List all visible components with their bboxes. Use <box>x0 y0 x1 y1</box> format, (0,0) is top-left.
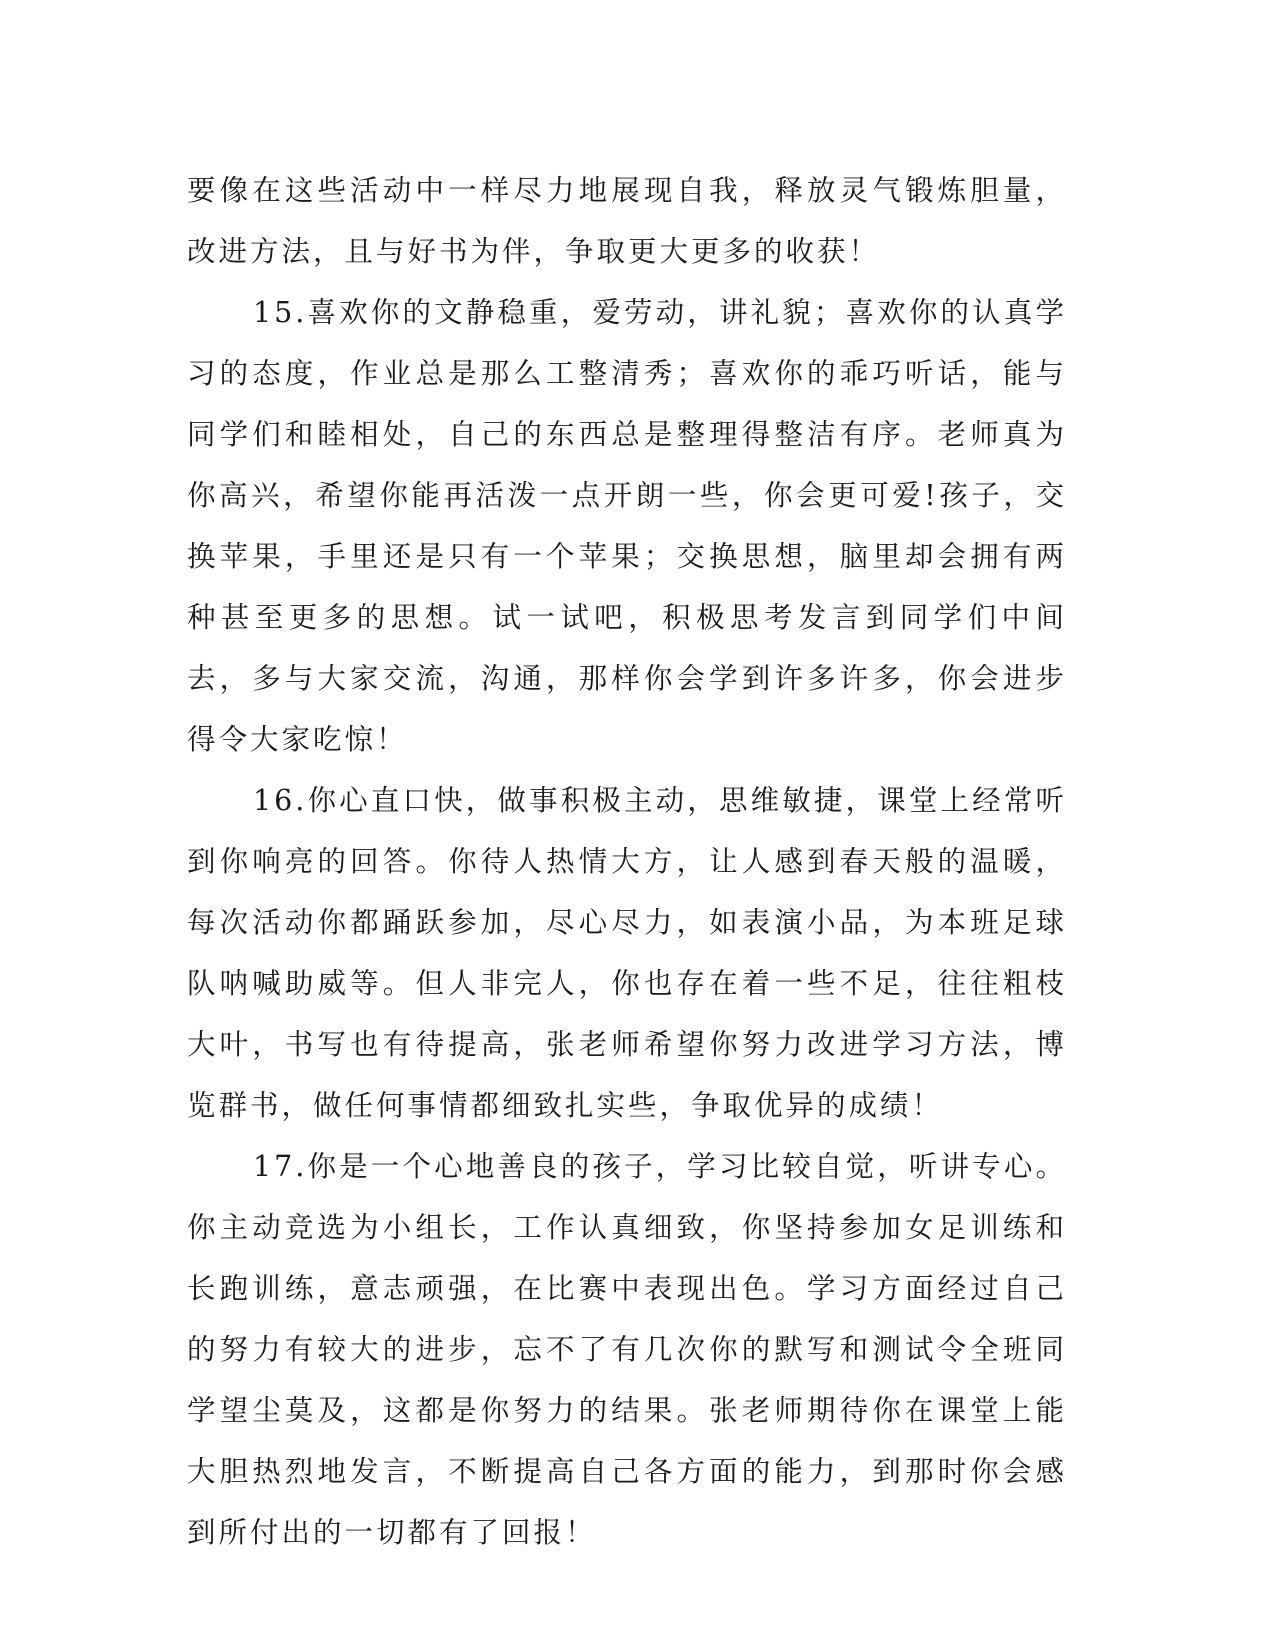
paragraph-text: 你是一个心地善良的孩子，学习比较自觉，听讲专心。你主动竞选为小组长，工作认真细致，你坚持参加女足训练和长跑训练，意志顽强，在比赛中表现出色。学习方面经过自己的努力有较大的进步，忘不了有几次你的默写和测试令全班同学望尘莫及，这都是你努力的结果。张老师期待你在课堂上能大胆热烈地发言，不断提高自己各方面的能力，到那时你会感到所付出的一切都有了回报！ <box>187 1150 1067 1549</box>
paragraph-number: 17. <box>253 1150 308 1183</box>
paragraph-text: 你心直口快，做事积极主动，思维敏捷，课堂上经常听到你响亮的回答。你待人热情大方，让人感到春天般的温暖，每次活动你都踊跃参加，尽心尽力，如表演小品，为本班足球队呐喊助威等。但人非完人，你也存在着一些不足，往往粗枝大叶，书写也有待提高，张老师希望你努力改进学习方法，博览群书，做任何事情都细致扎实些，争取优异的成绩！ <box>187 784 1067 1122</box>
paragraph-number: 16. <box>253 784 308 817</box>
paragraph-text: 喜欢你的文静稳重，爱劳动，讲礼貌；喜欢你的认真学习的态度，作业总是那么工整清秀；喜欢你的乖巧听话，能与同学们和睦相处，自己的东西总是整理得整洁有序。老师真为你高兴，希望你能再活泼一点开朗一些，你会更可爱!孩子，交换苹果，手里还是只有一个苹果；交换思想，脑里却会拥有两种甚至更多的思想。试一试吧，积极思考发言到同学们中间去，多与大家交流，沟通，那样你会学到许多许多，你会进步得令大家吃惊！ <box>187 296 1067 756</box>
paragraph-16 <box>187 770 1067 1136</box>
paragraph-continuation <box>187 160 1067 282</box>
paragraph-text: 要像在这些活动中一样尽力地展现自我，释放灵气锻炼胆量，改进方法，且与好书为伴，争取更大更多的收获！ <box>187 174 1067 268</box>
document-body <box>187 160 1067 1563</box>
paragraph-15 <box>187 282 1067 770</box>
paragraph-17 <box>187 1136 1067 1563</box>
paragraph-number: 15. <box>253 296 308 329</box>
